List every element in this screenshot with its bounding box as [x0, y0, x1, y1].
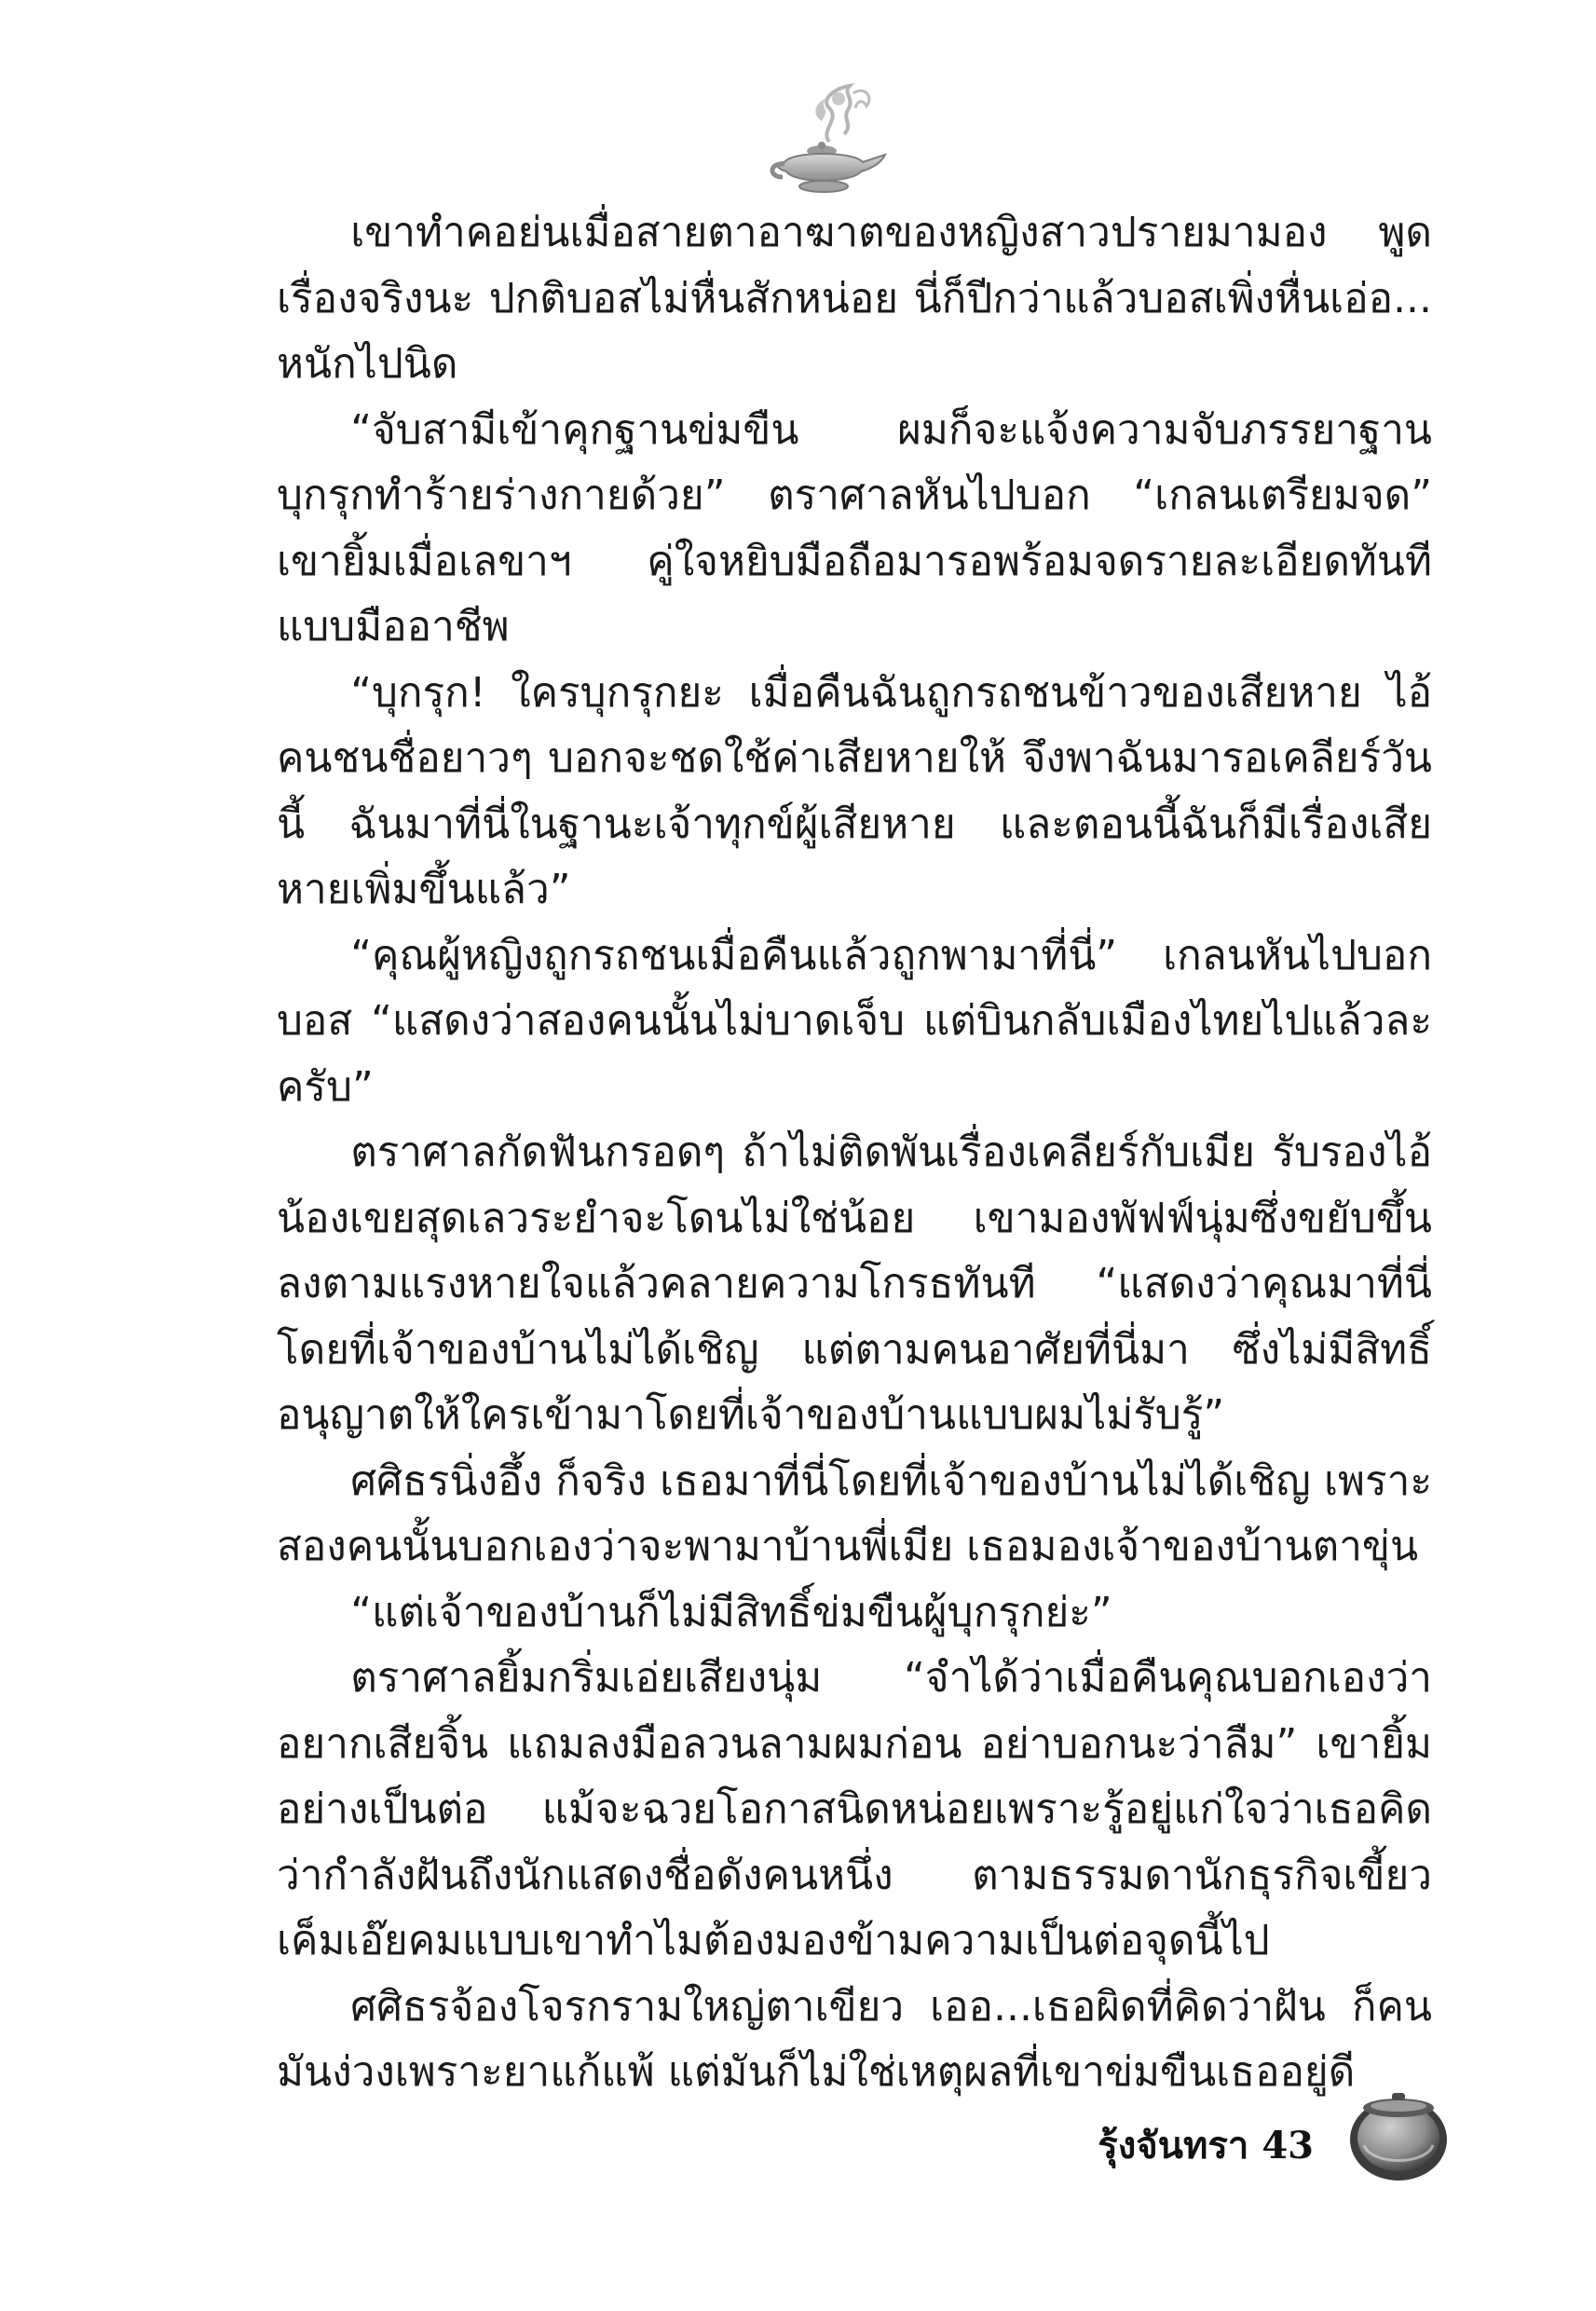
body-text: [277, 200, 1432, 2106]
paragraph-9: ศศิธรจ้องโจรกรามใหญ่ตาเขียว เออ...เธอผิดที่คิดว่าฝัน ก็คนมันง่วงเพราะยาแก้แพ้ แต่มันก็ไม่ใช่เหตุผลที่เขาข่มขืนเธออยู่ดี: [277, 1982, 1432, 2096]
paragraph-1: เขาทำคอย่นเมื่อสายตาอาฆาตของหญิงสาวปรายมามอง พูดเรื่องจริงนะ ปกติบอสไม่หื่นสักหน่อย นี่ก็ปีกว่าแล้วบอสเพิ่งหื่นเอ่อ... หนักไปนิด: [277, 209, 1432, 388]
paragraph-5: ตราศาลกัดฟันกรอดๆ ถ้าไม่ติดพันเรื่องเคลียร์กับเมีย รับรองไอ้น้องเขยสุดเลวระยำจะโดนไม่ใช่น้อย เขามองพัฟฟ์นุ่มซึ่งขยับขึ้นลงตามแรงหายใจแล้วคลายความโกรธทันที “แสดงว่าคุณมาที่นี่โดยที่เจ้าของบ้านไม่ได้เชิญ แต่ตามคนอาศัยที่นี่มา ซึ่งไม่มีสิทธิ์อนุญาตให้ใครเข้ามาโดยที่เจ้าของบ้านแบบผมไม่รับรู้”: [277, 1128, 1432, 1439]
paragraph-3: “บุกรุก! ใครบุกรุกยะ เมื่อคืนฉันถูกรถชนข้าวของเสียหาย ไอ้คนชนชื่อยาวๆ บอกจะชดใช้ค่าเสียหายให้ จึงพาฉันมารอเคลียร์วันนี้ ฉันมาที่นี่ในฐานะเจ้าทุกข์ผู้เสียหาย และตอนนี้ฉันก็มีเรื่องเสียหายเพิ่มขึ้นแล้ว”: [277, 668, 1432, 913]
paragraph-7: “แต่เจ้าของบ้านก็ไม่มีสิทธิ์ข่มขืนผู้บุกรุกย่ะ”: [350, 1588, 1112, 1636]
page-number: 43: [1262, 2124, 1314, 2167]
cooking-pot-icon: [1344, 2087, 1453, 2185]
paragraph-2: “จับสามีเข้าคุกฐานข่มขืน ผมก็จะแจ้งความจับภรรยาฐานบุกรุกทำร้ายร่างกายด้วย” ตราศาลหันไปบอก “เกลนเตรียมจด” เขายิ้มเมื่อเลขาฯ คู่ใจหยิบมือถือมารอพร้อมจดรายละเอียดทันทีแบบมืออาชีพ: [277, 405, 1432, 650]
paragraph-4: “คุณผู้หญิงถูกรถชนเมื่อคืนแล้วถูกพามาที่นี่” เกลนหันไปบอกบอส “แสดงว่าสองคนนั้นไม่บาดเจ็บ แต่บินกลับเมืองไทยไปแล้วละครับ”: [277, 931, 1432, 1111]
page-footer: [1062, 2087, 1453, 2190]
running-footer: [1098, 2115, 1314, 2175]
book-title: รุ้งจันทรา: [1098, 2124, 1249, 2167]
genie-lamp-icon: [764, 65, 894, 205]
paragraph-6: ศศิธรนิ่งอึ้ง ก็จริง เธอมาที่นี่โดยที่เจ้าของบ้านไม่ได้เชิญ เพราะสองคนนั้นบอกเองว่าจะพามาบ้านพี่เมีย เธอมองเจ้าของบ้านตาขุ่น: [277, 1456, 1432, 1570]
paragraph-8: ตราศาลยิ้มกริ่มเอ่ยเสียงนุ่ม “จำได้ว่าเมื่อคืนคุณบอกเองว่าอยากเสียจิ้น แถมลงมือลวนลามผมก่อน อย่าบอกนะว่าลืม” เขายิ้มอย่างเป็นต่อ แม้จะฉวยโอกาสนิดหน่อยเพราะรู้อยู่แก่ใจว่าเธอคิดว่ากำลังฝันถึงนักแสดงชื่อดังคนหนึ่ง ตามธรรมดานักธุรกิจเขี้ยวเค็มเอ๊ยคมแบบเขาทำไมต้องมองข้ามความเป็นต่อจุดนี้ไป: [277, 1654, 1432, 1964]
